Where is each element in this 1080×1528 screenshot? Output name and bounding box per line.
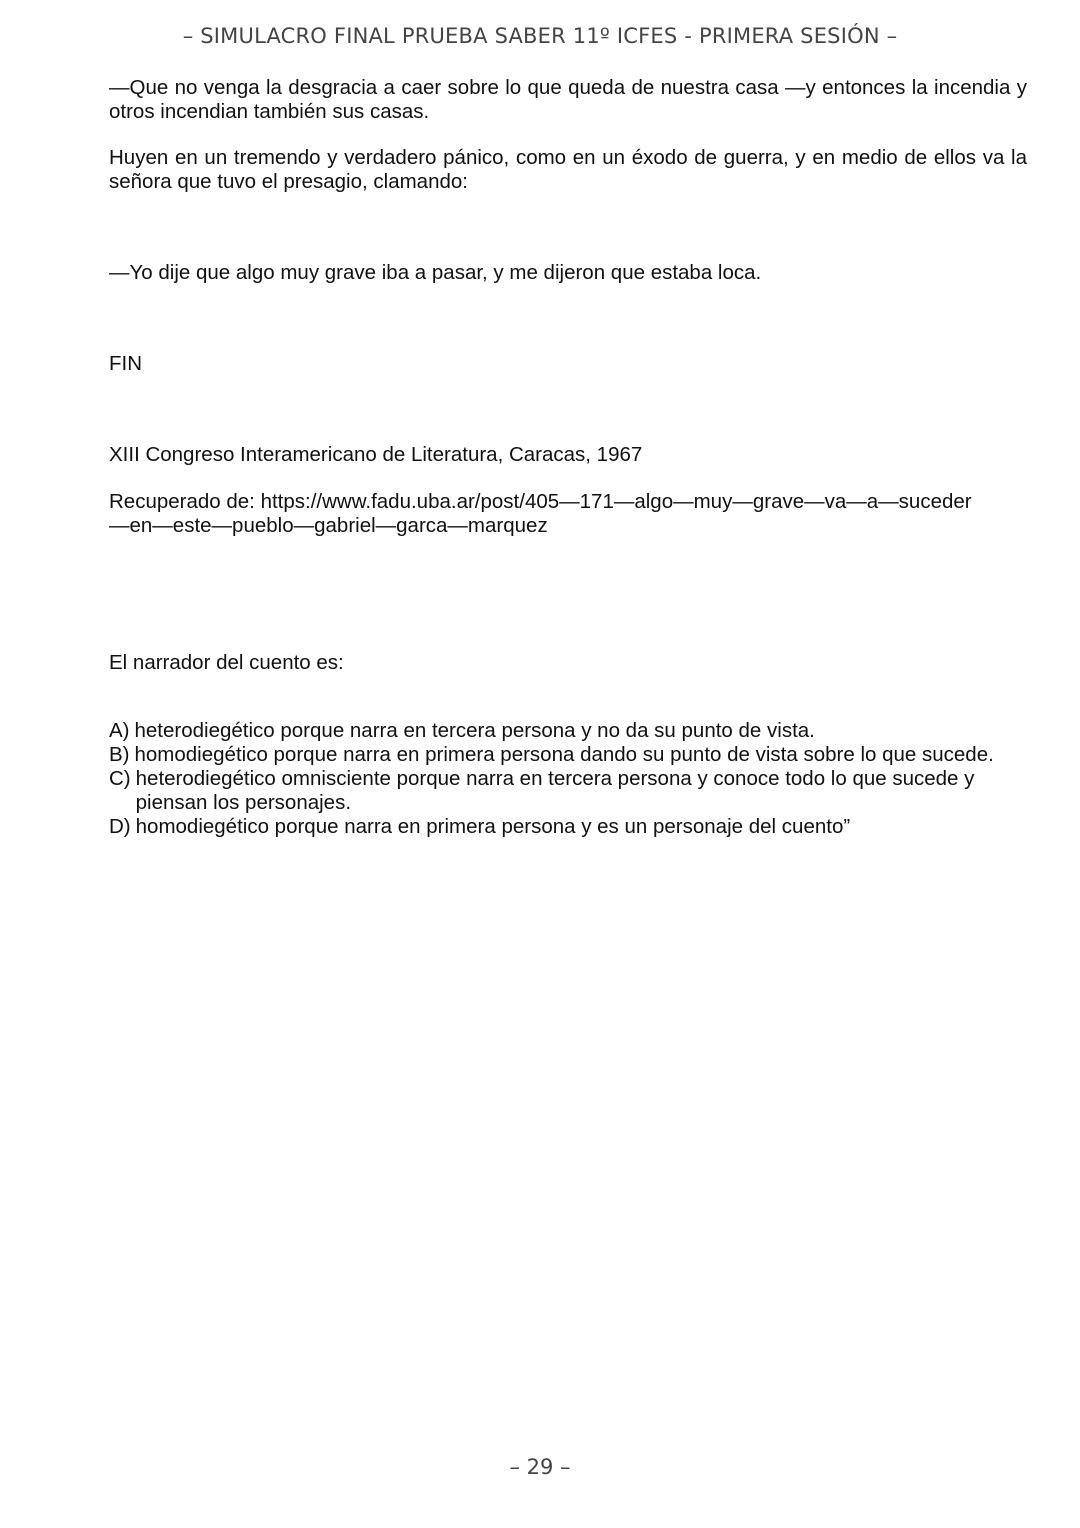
answer-options <box>109 719 1027 839</box>
question-prompt: El narrador del cuento es: <box>109 651 344 674</box>
option-letter: B) <box>109 743 130 766</box>
source-url-line-1: Recuperado de: https://www.fadu.uba.ar/post/405—171—algo—muy—grave—va—a—suceder <box>109 490 972 513</box>
answer-option-c <box>109 767 1027 815</box>
option-text: homodiegético porque narra en primera persona dando su punto de vista sobre lo que sucede. <box>134 743 994 766</box>
source-event: XIII Congreso Interamericano de Literatura, Caracas, 1967 <box>109 443 643 466</box>
story-paragraph-1: —Que no venga la desgracia a caer sobre lo que queda de nuestra casa —y entonces la incendia y otros incendian también sus casas. <box>109 76 1027 123</box>
source-url-line-2: —en—este—pueblo—gabriel—garca—marquez <box>109 514 548 537</box>
option-letter: D) <box>109 815 131 838</box>
option-text: heterodiegético porque narra en tercera persona y no da su punto de vista. <box>134 719 815 742</box>
option-text: heterodiegético omnisciente porque narra en tercera persona y conoce todo lo que sucede y piensan los personajes. <box>135 767 975 814</box>
option-text: homodiegético porque narra en primera persona y es un personaje del cuento” <box>135 815 851 838</box>
answer-option-b <box>109 743 1027 767</box>
story-end-label: FIN <box>109 352 143 375</box>
source-reference <box>109 490 1027 538</box>
page-number: – 29 – <box>509 1455 571 1479</box>
option-letter: A) <box>109 719 130 742</box>
story-paragraph-3: —Yo dije que algo muy grave iba a pasar, y me dijeron que estaba loca. <box>109 261 762 284</box>
answer-option-a <box>109 719 1027 743</box>
page-header: – SIMULACRO FINAL PRUEBA SABER 11º ICFES - PRIMERA SESIÓN – <box>182 24 898 48</box>
answer-option-d <box>109 815 1027 839</box>
option-letter: C) <box>109 767 131 790</box>
story-paragraph-2: Huyen en un tremendo y verdadero pánico, como en un éxodo de guerra, y en medio de ellos va la señora que tuvo el presagio, clamando: <box>109 146 1027 193</box>
